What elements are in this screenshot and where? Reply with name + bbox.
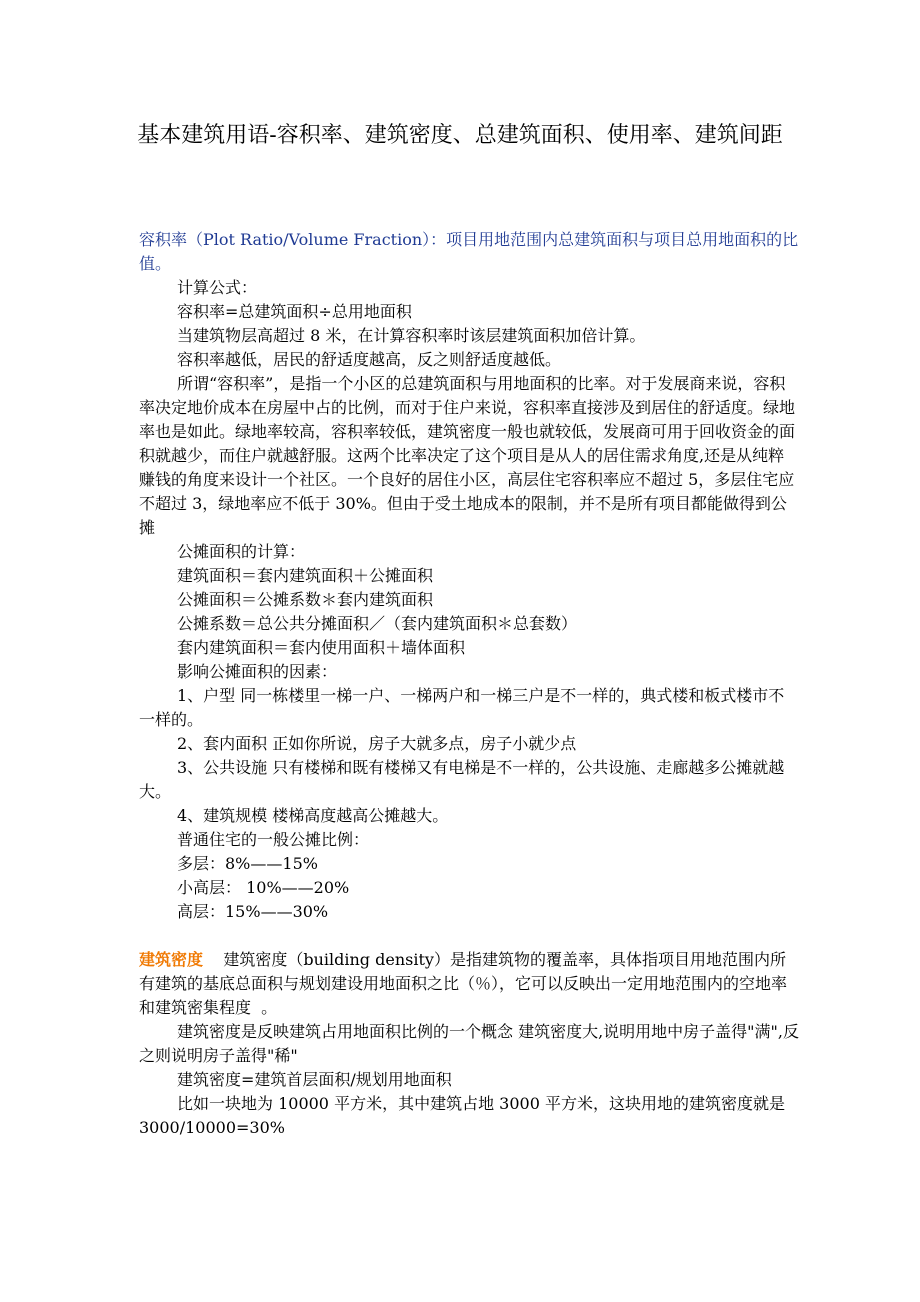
building-density-text: 建筑密度（building density）是指建筑物的覆盖率，具体指项目用地范围内所有建筑的基底总面积与规划建设用地面积之比（％），它可以反映出一定用地范围内的空地率和建筑密集程度 。 <box>139 950 788 1017</box>
paragraph: 小高层： 10%——20% <box>177 878 350 897</box>
page-title: 基本建筑用语-容积率、建筑密度、总建筑面积、使用率、建筑间距 <box>137 123 783 148</box>
paragraph: 普通住宅的一般公摊比例： <box>177 830 370 849</box>
paragraph: 计算公式： <box>177 278 258 297</box>
paragraph: 高层：15%——30% <box>177 902 329 921</box>
paragraph: 3、公共设施 只有楼梯和既有楼梯又有电梯是不一样的，公共设施、走廊越多公摊就越大。 <box>139 758 785 801</box>
paragraph: 1、户型 同一栋楼里一梯一户、一梯两户和一梯三户是不一样的，典式楼和板式楼市不一样的。 <box>139 686 785 729</box>
paragraph: 所谓“容积率”，是指一个小区的总建筑面积与用地面积的比率。对于发展商来说，容积率决定地价成本在房屋中占的比例，而对于住户来说，容积率直接涉及到居住的舒适度。绿地率也是如此。绿地率较高，容积率较低，建筑密度一般也就较低，发展商可用于回收资金的面积就越少，而住户就越舒服。这两个比率决定了这个项目是从人的居住需求角度,还是从纯粹赚钱的角度来设计一个社区。一个良好的居住小区，高层住宅容积率应不超过 5，多层住宅应不超过 3，绿地率应不低于 30%。但由于受土地成本的限制，并不是所有项目都能做得到公摊 <box>139 374 796 537</box>
paragraph: 建筑密度=建筑首层面积/规划用地面积 <box>177 1070 452 1089</box>
paragraph: 2、套内面积 正如你所说，房子大就多点，房子小就少点 <box>177 734 577 753</box>
paragraph: 容积率越低，居民的舒适度越高，反之则舒适度越低。 <box>177 350 562 369</box>
paragraph: 公摊系数＝总公共分摊面积／（套内建筑面积＊总套数） <box>177 614 578 633</box>
paragraph: 4、建筑规模 楼梯高度越高公摊越大。 <box>177 806 449 825</box>
paragraph: 容积率=总建筑面积÷总用地面积 <box>177 302 412 321</box>
paragraph: 比如一块地为 10000 平方米，其中建筑占地 3000 平方米，这块用地的建筑密度就是 3000/10000=30% <box>139 1094 785 1137</box>
paragraph: 当建筑物层高超过 8 米，在计算容积率时该层建筑面积加倍计算。 <box>177 326 646 345</box>
plot-ratio-definition: 容积率（Plot Ratio/Volume Fraction）：项目用地范围内总建筑面积与项目总用地面积的比值。 <box>139 230 799 273</box>
document-body <box>139 228 799 1140</box>
paragraph: 公摊面积＝公摊系数＊套内建筑面积 <box>177 590 434 609</box>
paragraph: 公摊面积的计算： <box>177 542 306 561</box>
paragraph: 建筑面积＝套内建筑面积＋公摊面积 <box>177 566 434 585</box>
paragraph: 套内建筑面积＝套内使用面积＋墙体面积 <box>177 638 466 657</box>
building-density-keyword: 建筑密度 <box>139 950 204 969</box>
section-gap <box>139 924 799 948</box>
paragraph: 多层：8%——15% <box>177 854 318 873</box>
paragraph: 建筑密度是反映建筑占用地面积比例的一个概念 建筑密度大,说明用地中房子盖得"满",反之则说明房子盖得"稀" <box>139 1022 799 1065</box>
building-density-definition <box>139 948 799 1020</box>
paragraph: 影响公摊面积的因素： <box>177 662 338 681</box>
